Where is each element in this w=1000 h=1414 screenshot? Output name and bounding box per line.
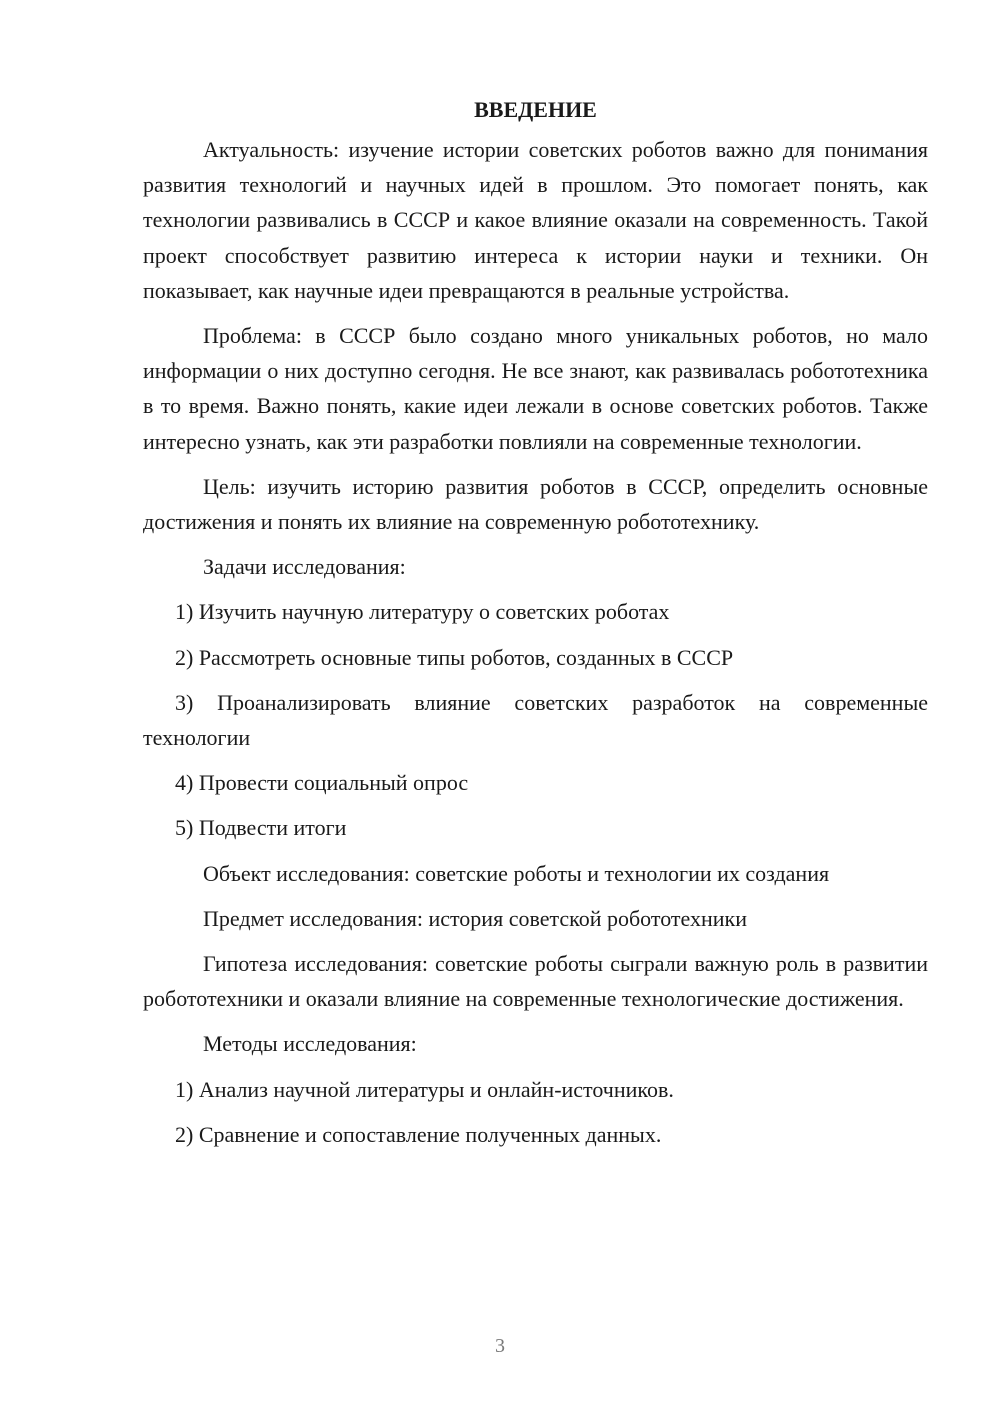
tasks-list <box>143 594 928 845</box>
list-item: 3) Проанализировать влияние советских разработок на современные технологии <box>143 689 928 751</box>
problem-paragraph: Проблема: в СССР было создано много уникальных роботов, но мало информации о них доступно сегодня. Не все знают, как развивалась робототехника в то время. Важно понять, какие идеи лежали в основе советских роботов. Также интересно узнать, как эти разработки повлияли на современные технологии. <box>143 323 928 454</box>
section-heading: ВВЕДЕНИЕ <box>474 97 597 122</box>
list-item: 4) Провести социальный опрос <box>175 770 469 796</box>
page-number: 3 <box>495 1335 505 1357</box>
list-item: 2) Сравнение и сопоставление полученных данных. <box>175 1121 662 1147</box>
goal-paragraph: Цель: изучить историю развития роботов в СССР, определить основные достижения и понять их влияние на современную робототехнику. <box>143 473 928 535</box>
relevance-paragraph: Актуальность: изучение истории советских роботов важно для понимания развития технологий и научных идей в прошлом. Это помогает понять, как технологии развивались в СССР и какое влияние оказали на современность. Такой проект способствует развитию интереса к истории науки и техники. Он показывает, как научные идеи превращаются в реальные устройства. <box>143 137 928 303</box>
page-content <box>143 90 928 1162</box>
tasks-title: Задачи исследования: <box>203 554 406 580</box>
list-item: 5) Подвести итоги <box>175 815 347 841</box>
list-item: 2) Рассмотреть основные типы роботов, созданных в СССР <box>175 644 734 670</box>
research-subject: Предмет исследования: история советской робототехники <box>203 905 748 931</box>
hypothesis-paragraph: Гипотеза исследования: советские роботы сыграли важную роль в развитии робототехники и оказали влияние на современные технологические достижения. <box>143 951 928 1012</box>
list-item: 1) Анализ научной литературы и онлайн-источников. <box>175 1076 674 1102</box>
list-item: 1) Изучить научную литературу о советских роботах <box>175 599 670 625</box>
methods-list <box>143 1072 928 1152</box>
research-object: Объект исследования: советские роботы и технологии их создания <box>203 860 830 886</box>
methods-title: Методы исследования: <box>203 1031 417 1057</box>
